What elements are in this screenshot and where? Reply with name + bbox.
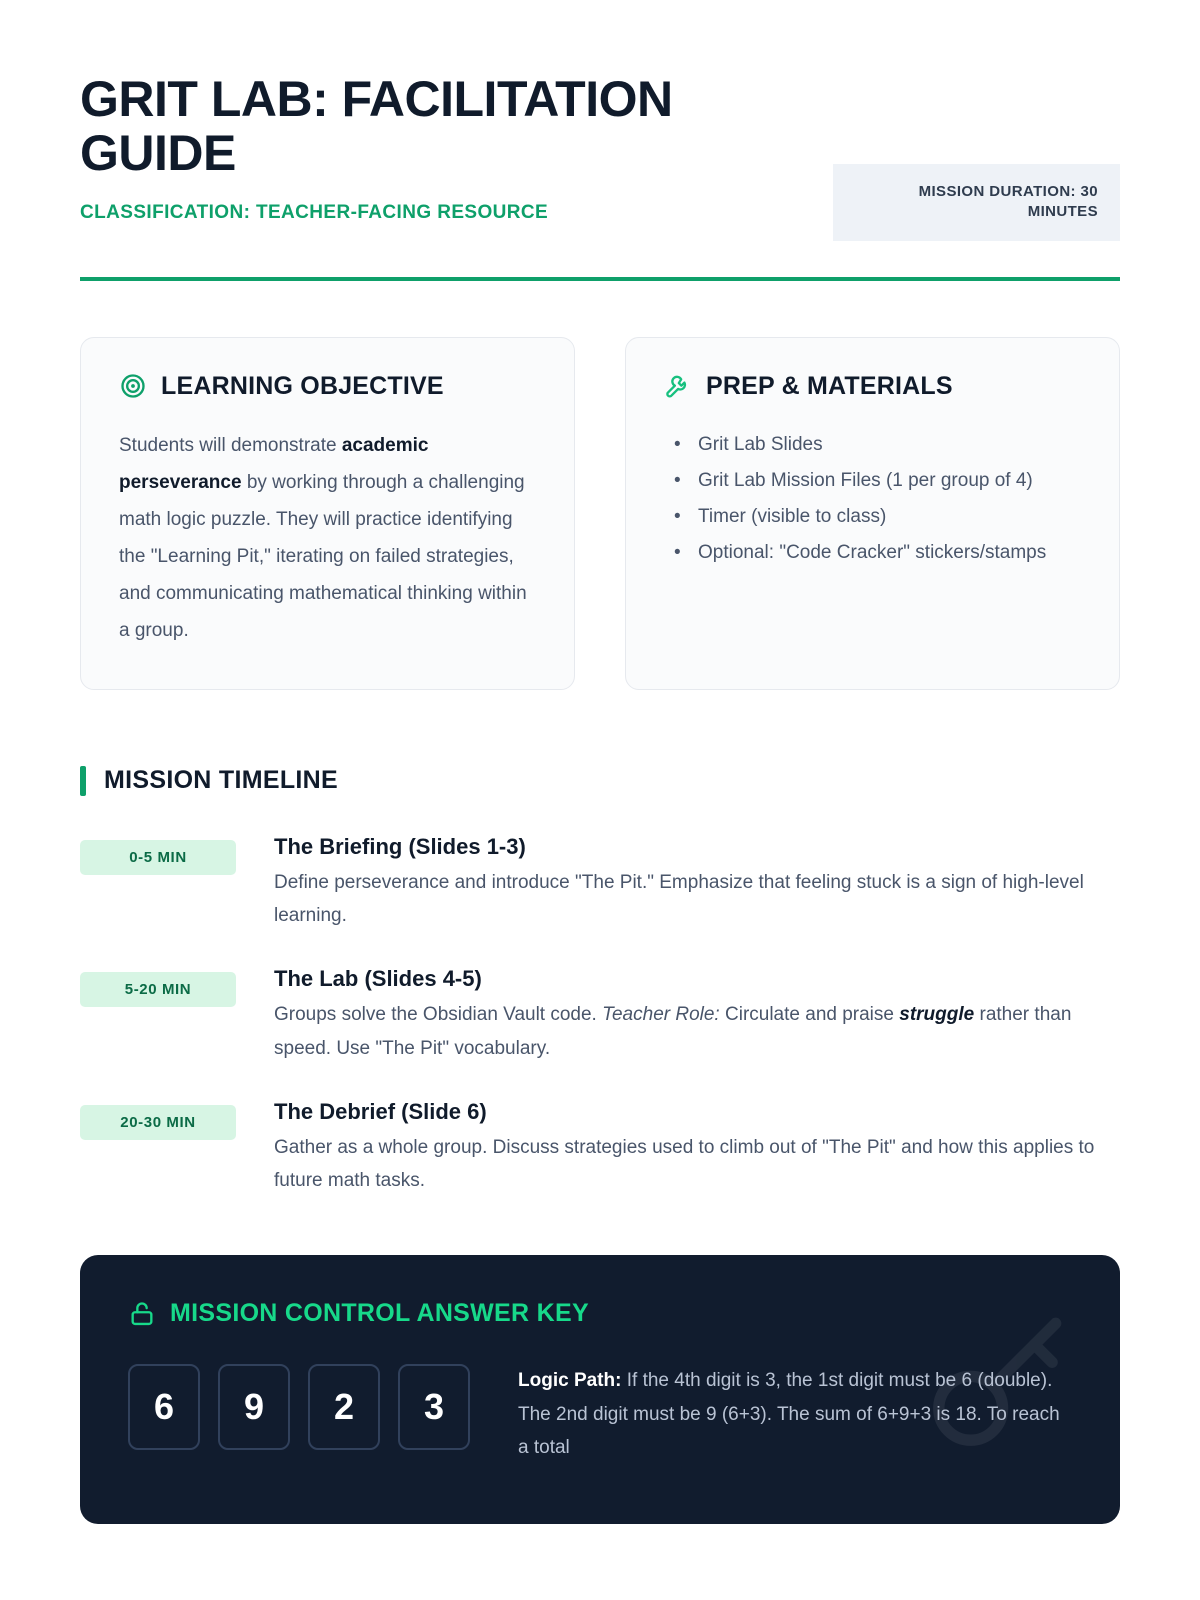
timeline-row-description: [274, 998, 1120, 1065]
timeline-time-chip: 5-20 MIN: [80, 972, 236, 1007]
mission-control-answer-key-panel: [80, 1255, 1120, 1524]
lab-desc-part3: rather than speed. Use "The Pit" vocabulary.: [274, 1004, 1072, 1059]
objective-text-part1: Students will demonstrate: [119, 434, 342, 456]
page-title: GRIT LAB: FACILITATION GUIDE: [80, 71, 673, 181]
lock-icon: [128, 1300, 156, 1328]
code-digit: 6: [128, 1364, 200, 1450]
answer-key-header: [128, 1299, 1072, 1328]
mission-timeline-title: MISSION TIMELINE: [104, 766, 338, 795]
code-digit: 9: [218, 1364, 290, 1450]
learning-objective-title: LEARNING OBJECTIVE: [161, 371, 444, 400]
list-item: • Optional: "Code Cracker" stickers/stamps: [664, 535, 1081, 571]
timeline-row-title: The Lab (Slides 4-5): [274, 966, 482, 992]
logic-path-body: If the 4th digit is 3, the 1st digit must be 6 (double). The 2nd digit must be 9 (6+3). The sum of 6+9+3 is 18. To reach a total: [518, 1370, 1060, 1458]
code-digit: 2: [308, 1364, 380, 1450]
lab-desc-part2: Circulate and praise: [719, 1004, 900, 1026]
code-digits: [128, 1364, 470, 1464]
timeline-row-description: Gather as a whole group. Discuss strategies used to climb out of "The Pit" and how this applies to future math tasks.: [274, 1136, 1095, 1192]
lab-desc-part1: Groups solve the Obsidian Vault code.: [274, 1004, 603, 1026]
struggle-emphasis: struggle: [899, 1004, 975, 1026]
objective-bold-term: academic perseverance: [119, 434, 429, 493]
timeline-row-description: Define perseverance and introduce "The Pit." Emphasize that feeling stuck is a sign of high-level learning.: [274, 871, 1084, 927]
timeline-time-chip: 0-5 MIN: [80, 840, 236, 875]
answer-key-title: MISSION CONTROL ANSWER KEY: [170, 1299, 589, 1328]
timeline-row: [80, 834, 1120, 933]
prep-materials-title: PREP & MATERIALS: [706, 371, 953, 400]
timeline-row-title: The Debrief (Slide 6): [274, 1098, 487, 1124]
learning-objective-card: [80, 337, 575, 690]
list-item: • Grit Lab Mission Files (1 per group of 4): [664, 463, 1081, 499]
list-item: • Timer (visible to class): [664, 499, 1081, 535]
logic-path-label: Logic Path:: [518, 1370, 622, 1392]
header-text-block: [80, 72, 803, 224]
mission-timeline-header: [80, 766, 1120, 796]
wrench-icon: [664, 372, 692, 400]
teacher-role-label: Teacher Role:: [602, 1004, 720, 1026]
timeline-time-chip: 20-30 MIN: [80, 1105, 236, 1140]
answer-key-body: [128, 1364, 1072, 1464]
mission-timeline-list: [80, 834, 1120, 1198]
learning-objective-header: [119, 372, 536, 401]
timeline-row-content: [274, 966, 1120, 1065]
timeline-row: [80, 1099, 1120, 1198]
timeline-row-content: [274, 1099, 1120, 1198]
list-item: • Grit Lab Slides: [664, 427, 1081, 463]
learning-objective-body: [119, 427, 536, 649]
timeline-row-content: [274, 834, 1120, 933]
timeline-row-title: The Briefing (Slides 1-3): [274, 833, 526, 859]
mission-duration-badge: MISSION DURATION: 30 MINUTES: [833, 164, 1120, 241]
header-divider: [80, 277, 1120, 281]
objective-text-part2: by working through a challenging math logic puzzle. They will practice identifying the "Learning Pit," iterating on failed strategies, and communicating mathematical thinking within a group.: [119, 471, 527, 641]
prep-materials-header: [664, 372, 1081, 401]
prep-materials-card: [625, 337, 1120, 690]
section-accent-bar: [80, 766, 86, 796]
document-header: [80, 72, 1120, 241]
target-icon: [119, 372, 147, 400]
info-cards-row: [80, 337, 1120, 690]
code-digit: 3: [398, 1364, 470, 1450]
logic-path-text: [518, 1364, 1072, 1464]
classification-subtitle: CLASSIFICATION: TEACHER-FACING RESOURCE: [80, 202, 549, 223]
materials-list: [664, 427, 1081, 571]
timeline-row: [80, 966, 1120, 1065]
